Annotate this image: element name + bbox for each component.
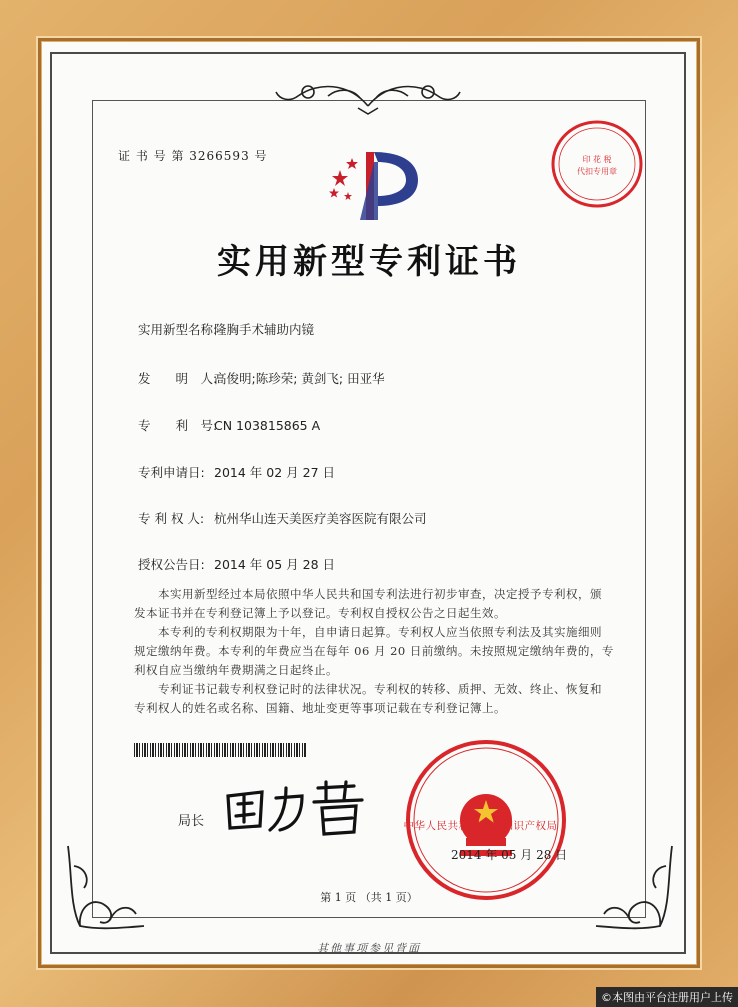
- footer-note: 其他事项参见背面: [317, 942, 421, 955]
- field-label: 发 明 人:: [138, 371, 218, 386]
- page-number: 第 1 页 （共 1 页）: [320, 891, 418, 904]
- svg-text:代扣专用章: 代扣专用章: [577, 167, 617, 176]
- seal-ring-text: 中华人民共和国国家知识产权局: [403, 820, 558, 832]
- svg-text:印 花 税: 印 花 税: [582, 155, 612, 164]
- field-utility-model-name: [138, 320, 314, 338]
- field-value: CN 103815865 A: [214, 418, 321, 433]
- field-value: 杭州华山连天美医疗美容医院有限公司: [214, 511, 427, 526]
- field-value: 2014 年 02 月 27 日: [214, 465, 335, 480]
- field-value: 2014 年 05 月 28 日: [214, 557, 335, 572]
- field-patentee: [138, 509, 427, 527]
- corner-ornament-bottom-left: [60, 836, 150, 936]
- field-value: 隆胸手术辅助内镜: [214, 322, 315, 337]
- field-value: 高俊明;陈珍荣; 黄剑飞; 田亚华: [214, 371, 385, 386]
- field-label: 专 利 权 人:: [138, 511, 205, 526]
- certificate-title: 实用新型专利证书: [217, 242, 521, 282]
- upload-watermark: ©本图由平台注册用户上传: [596, 987, 738, 1007]
- signature-text: [0, 0, 1, 1]
- paragraph-2-line-3: 利权自应当缴纳年费期满之日起终止。: [134, 663, 338, 677]
- patent-office-logo-icon: [322, 150, 422, 224]
- paragraph-2-line-1: 本专利的专利权期限为十年，自申请日起算。专利权人应当依照专利法及其实施细则: [134, 625, 602, 639]
- field-label: 专利申请日:: [138, 465, 205, 480]
- seal-date: 2014 年 05 月 28 日: [451, 848, 568, 862]
- paragraph-3-line-1: 专利证书记载专利权登记时的法律状况。专利权的转移、质押、无效、终止、恢复和: [134, 682, 602, 696]
- field-label: 实用新型名称:: [138, 322, 218, 337]
- field-label: 授权公告日:: [138, 557, 205, 572]
- field-grant-date: [138, 555, 335, 573]
- paragraph-3-line-2: 专利权人的姓名或名称、国籍、地址变更等事项记载在专利登记簿上。: [134, 701, 506, 715]
- director-label: 局长: [178, 814, 205, 829]
- tax-stamp-seal: [549, 118, 645, 210]
- paragraph-1-line-2: 发本证书并在专利登记簿上予以登记。专利权自授权公告之日起生效。: [134, 606, 506, 620]
- field-label: 专 利 号:: [138, 418, 218, 433]
- certificate-number: 证 书 号 第 3266593 号: [118, 149, 268, 163]
- top-ornament: [268, 72, 468, 116]
- field-inventors: [138, 369, 385, 387]
- field-patent-number: [138, 416, 320, 434]
- paragraph-2-line-2: 规定缴纳年费。本专利的年费应当在每年 06 月 20 日前缴纳。未按照规定缴纳年费的，专: [134, 644, 614, 658]
- field-application-date: [138, 463, 335, 481]
- corner-ornament-bottom-right: [590, 836, 680, 936]
- barcode: [134, 743, 306, 757]
- paragraph-1-line-1: 本实用新型经过本局依照中华人民共和国专利法进行初步审查，决定授予专利权，颁: [134, 587, 602, 601]
- tax-seal-text: [600, 116, 601, 117]
- director-signature: [222, 778, 372, 842]
